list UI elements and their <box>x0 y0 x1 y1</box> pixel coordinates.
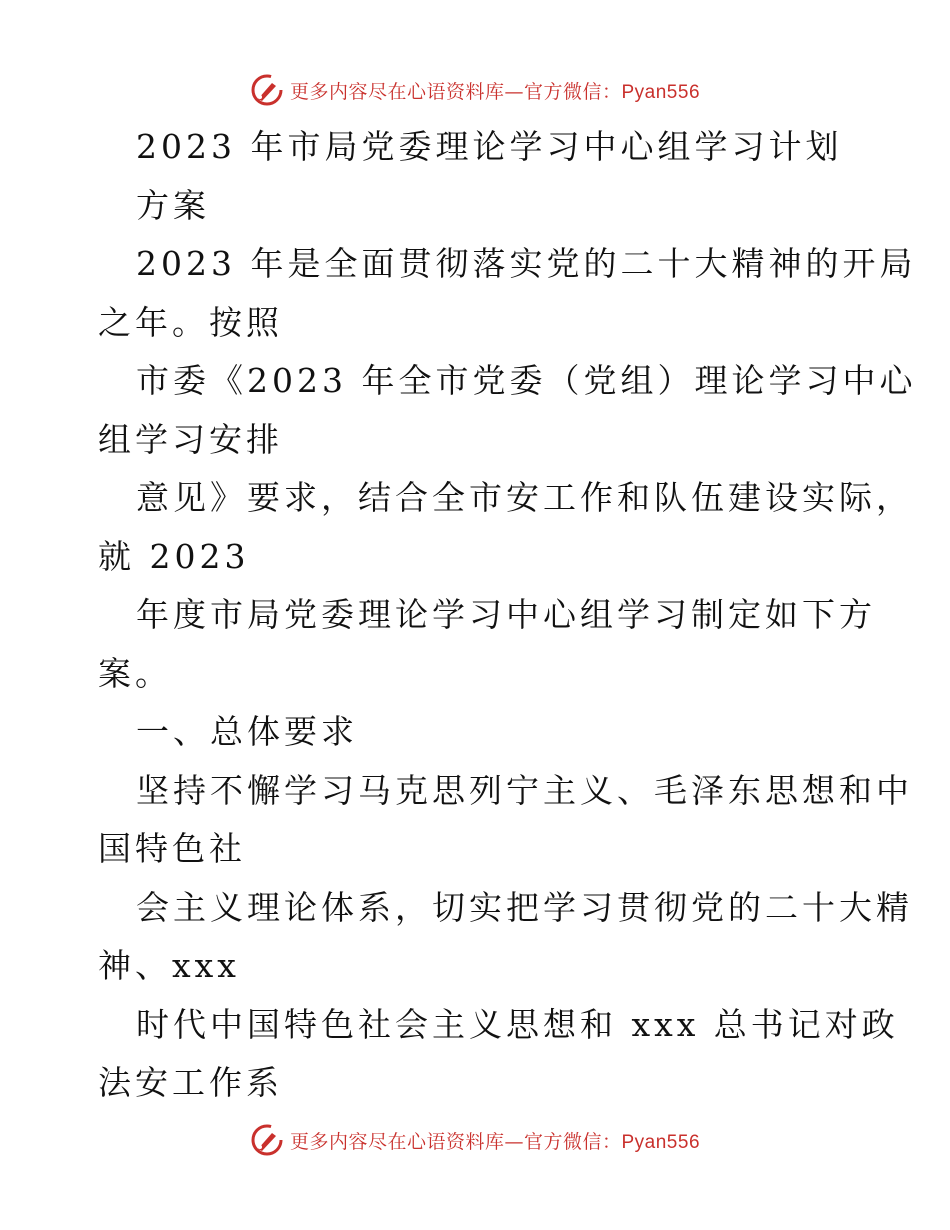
document-line: 年度市局党委理论学习中心组学习制定如下方 <box>136 595 876 634</box>
document-line: 2023 年是全面贯彻落实党的二十大精神的开局 <box>136 244 917 283</box>
document-line: 坚持不懈学习马克思列宁主义、毛泽东思想和中 <box>136 770 913 810</box>
document-line: 案。 <box>98 653 172 693</box>
document-line: 国特色社 <box>98 829 246 868</box>
banner-library-name: 更多内容尽在心语资料库 <box>289 80 505 103</box>
document-line: 方案 <box>136 185 210 225</box>
document-line: 法安工作系 <box>98 1063 283 1102</box>
document-line: 就 2023 <box>98 536 250 576</box>
document-line: 神、xxx <box>98 946 240 985</box>
footer-watermark-banner <box>0 1120 950 1160</box>
document-line: 会主义理论体系，切实把学习贯彻党的二十大精 <box>136 887 913 927</box>
pen-swirl-logo-icon <box>250 1123 284 1157</box>
document-line: 2023 年市局党委理论学习中心组学习计划 <box>136 127 843 166</box>
banner-wechat-handle: Pyan556 <box>621 81 701 103</box>
banner-wechat-handle: Pyan556 <box>621 1131 701 1153</box>
document-line: 之年。按照 <box>98 302 283 342</box>
banner-library-name: 更多内容尽在心语资料库 <box>289 1130 505 1153</box>
document-body <box>98 118 917 1113</box>
document-line: 意见》要求，结合全市安工作和队伍建设实际， <box>136 478 913 517</box>
banner-official-label: 官方微信： <box>523 80 622 103</box>
document-line: 时代中国特色社会主义思想和 xxx 总书记对政 <box>136 1004 899 1044</box>
banner-text <box>290 77 700 104</box>
banner-separator: — <box>504 1130 524 1153</box>
document-line: 一、总体要求 <box>136 712 358 751</box>
pen-swirl-logo-icon <box>250 73 284 107</box>
banner-text <box>290 1127 700 1154</box>
header-watermark-banner <box>0 70 950 110</box>
banner-official-label: 官方微信： <box>523 1130 622 1153</box>
banner-separator: — <box>504 80 524 103</box>
document-line: 组学习安排 <box>98 419 283 459</box>
document-line: 市委《2023 年全市党委（党组）理论学习中心 <box>136 361 917 400</box>
